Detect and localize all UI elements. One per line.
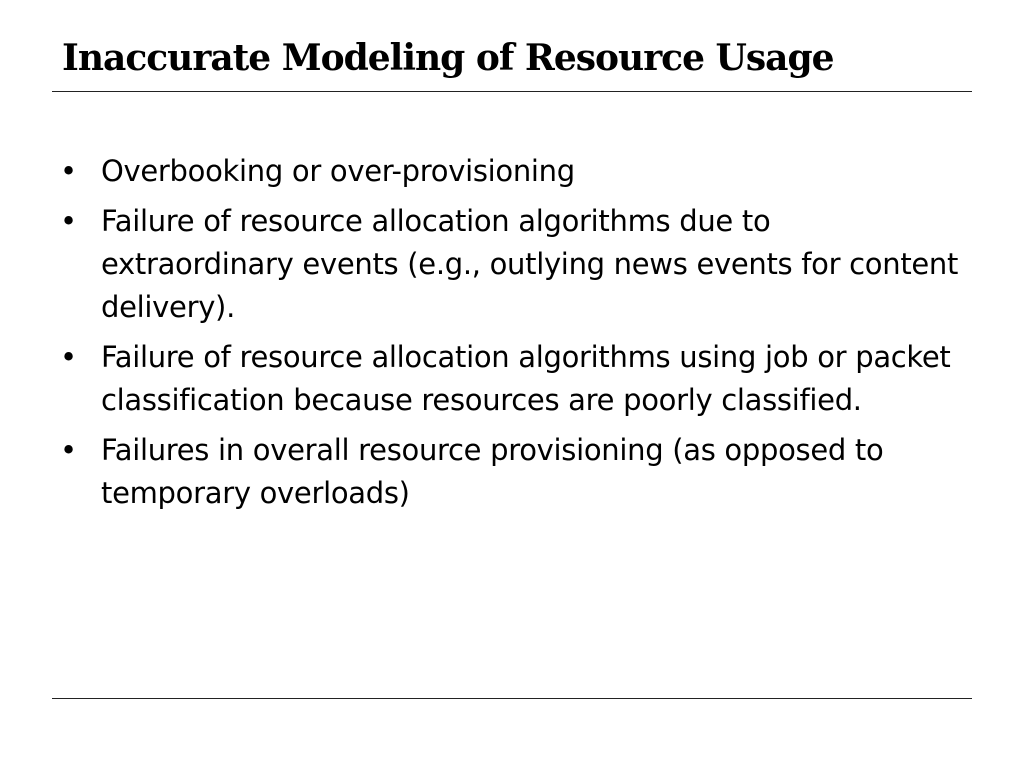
bullet-text: Failure of resource allocation algorithms due to extraordinary events (e.g., outlying news events for content delivery). <box>101 204 959 324</box>
bullet-icon: • <box>60 433 77 467</box>
bullet-item-extraordinary-events <box>60 200 960 329</box>
bullet-list <box>60 150 960 522</box>
bullet-text: Overbooking or over-provisioning <box>101 154 575 188</box>
title-divider <box>52 91 972 92</box>
footer-divider <box>52 698 972 699</box>
bullet-icon: • <box>60 204 77 238</box>
bullet-icon: • <box>60 154 77 188</box>
bullet-text: Failures in overall resource provisioning (as opposed to temporary overloads) <box>101 433 884 510</box>
bullet-item-overbooking <box>60 150 960 193</box>
bullet-icon: • <box>60 340 77 374</box>
bullet-item-overall-provisioning <box>60 429 960 515</box>
bullet-text: Failure of resource allocation algorithms using job or packet classification because resources are poorly classified. <box>101 340 951 417</box>
slide-title: Inaccurate Modeling of Resource Usage <box>62 37 834 79</box>
bullet-item-classification <box>60 336 960 422</box>
